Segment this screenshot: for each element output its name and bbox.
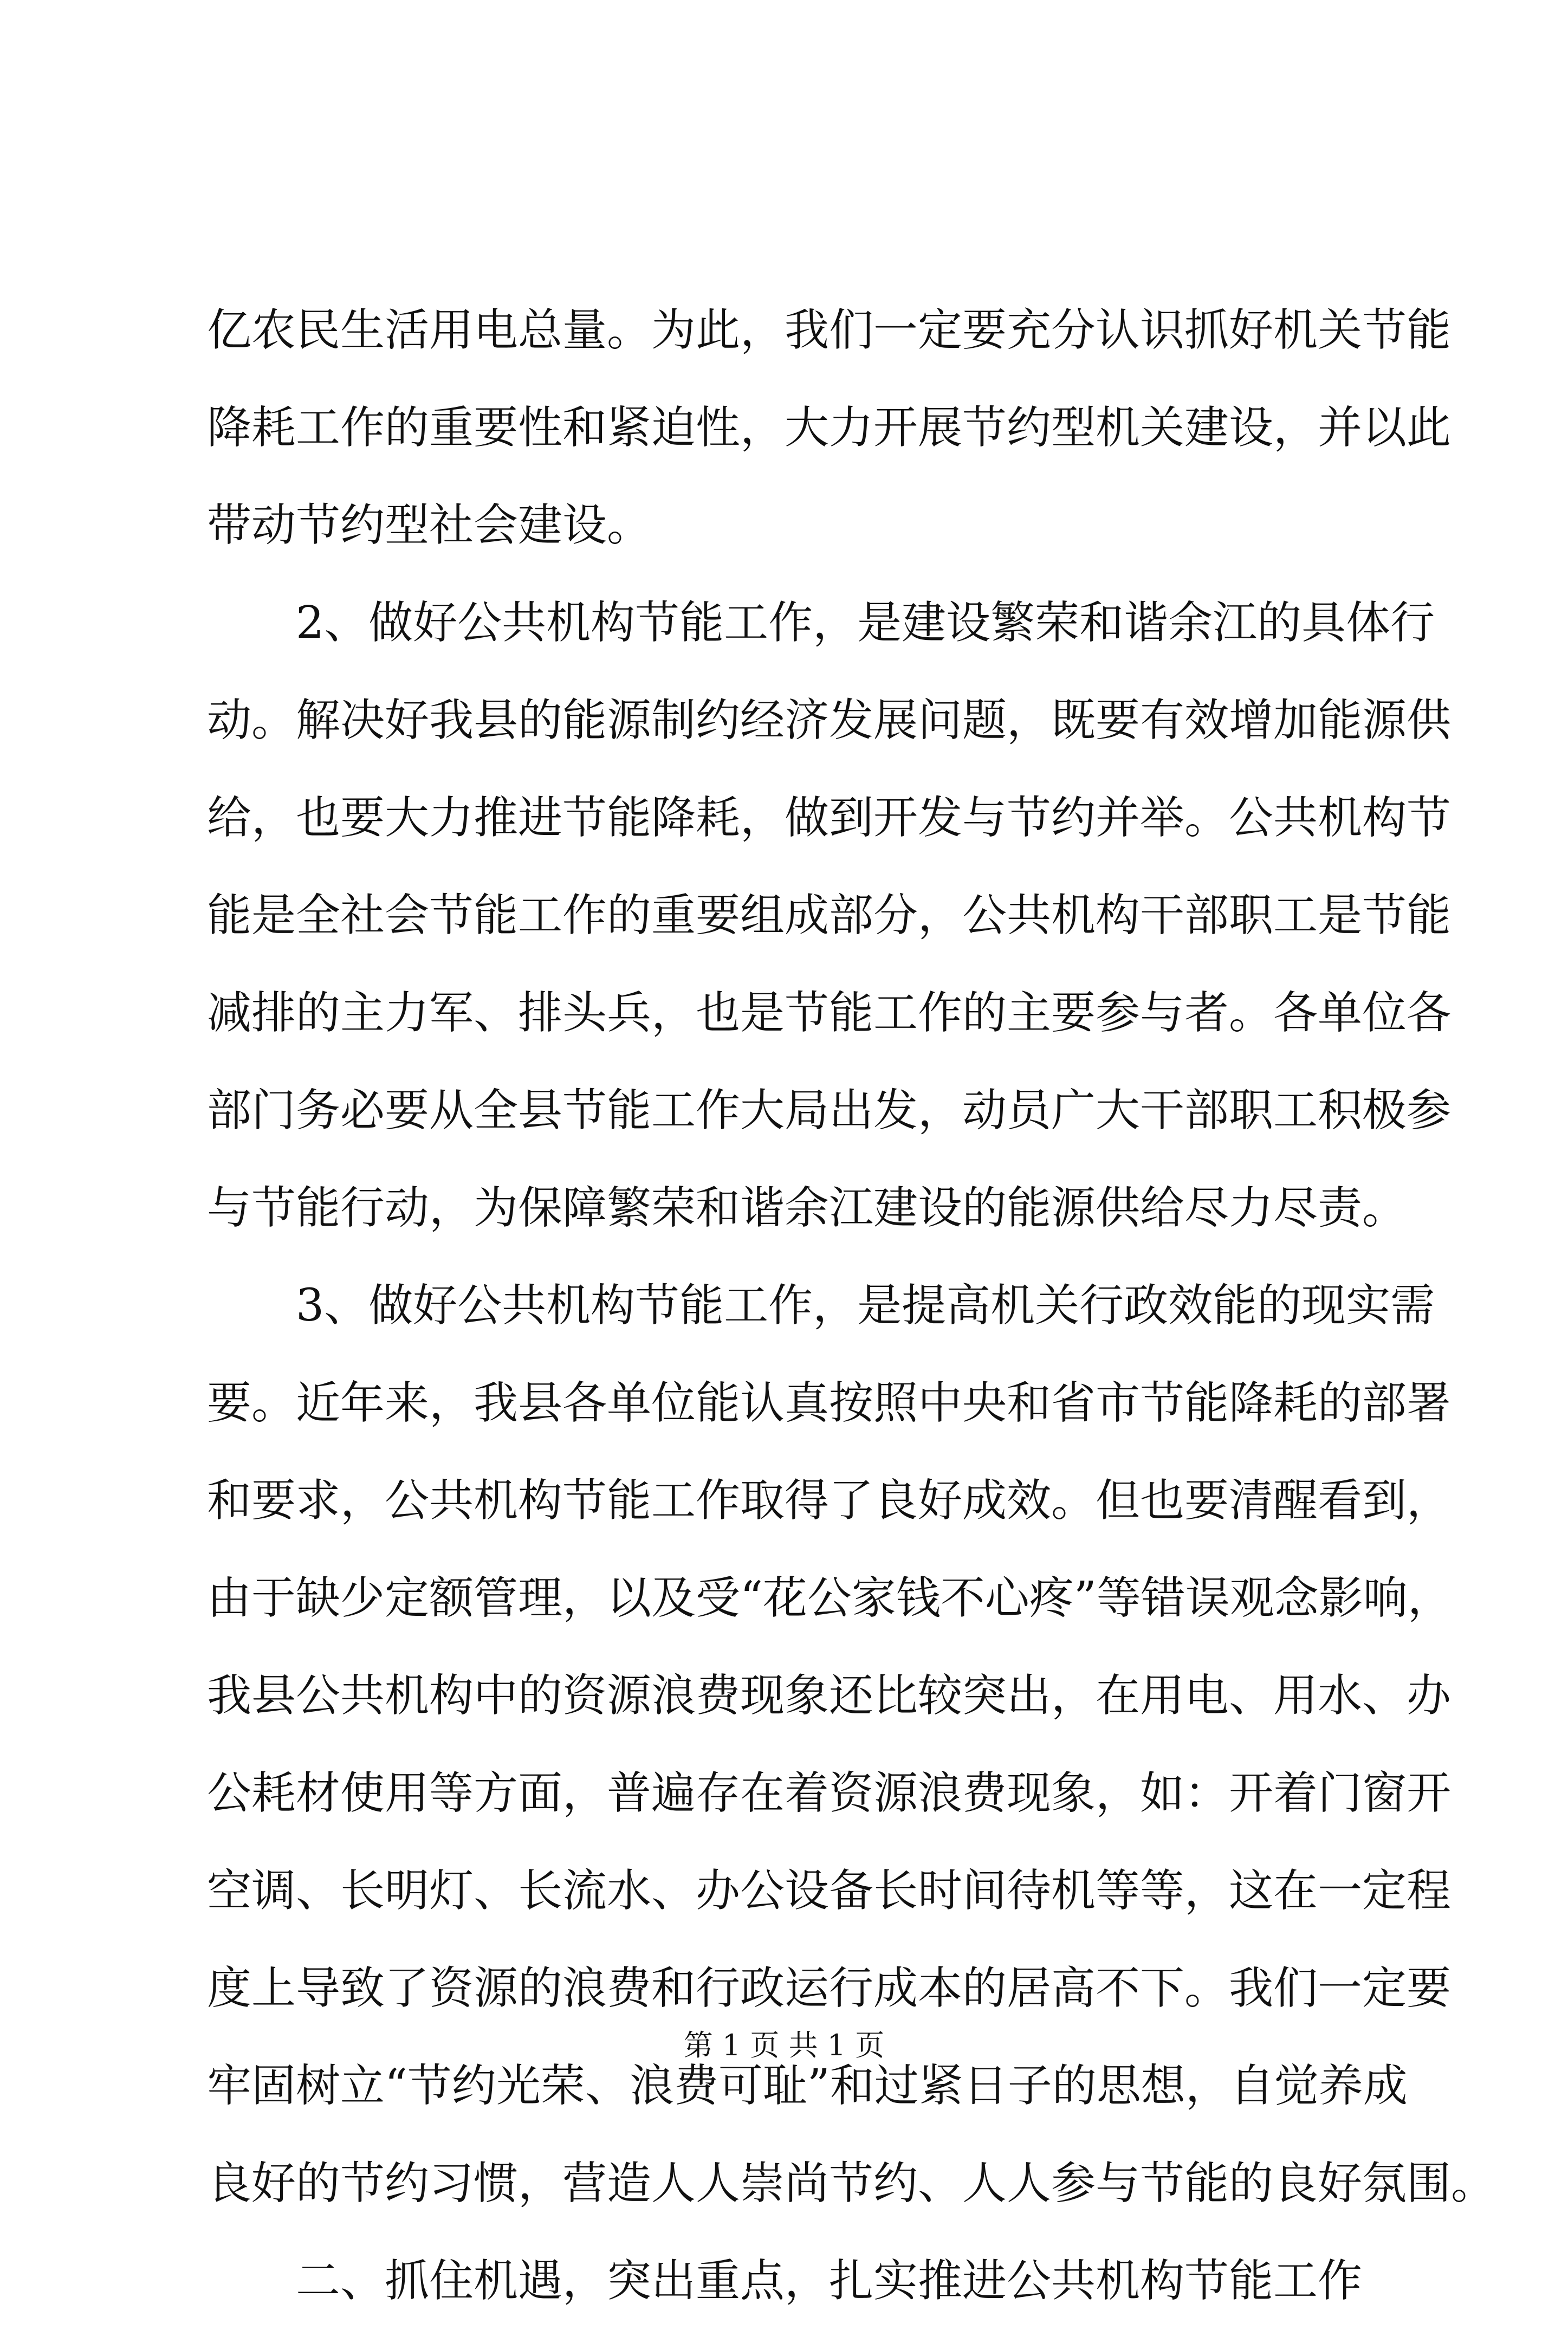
paragraph-line: 带动节约型社会建设。 [207,500,652,551]
paragraph-line: 给，也要大力推进节能降耗，做到开发与节约并举。公共机构节 [207,792,1452,844]
document-body [207,282,1496,2330]
paragraph-line: 能是全社会节能工作的重要组成部分，公共机构干部职工是节能 [207,890,1452,941]
paragraph-line: 由于缺少定额管理，以及受“花公家钱不心疼”等错误观念影响， [207,1572,1452,1624]
paragraph-line: 部门务必要从全县节能工作大局出发，动员广大干部职工积极参 [207,1085,1452,1136]
paragraph-line: 要。近年来，我县各单位能认真按照中央和省市节能降耗的部署 [207,1377,1452,1429]
paragraph-line: 我县公共机构中的资源浪费现象还比较突出，在用电、用水、办 [207,1670,1452,1721]
paragraph-line: 2、做好公共机构节能工作，是建设繁荣和谐余江的具体行 [296,597,1435,649]
paragraph-line: 与节能行动，为保障繁荣和谐余江建设的能源供给尽力尽责。 [207,1182,1407,1234]
paragraph-line: 度上导致了资源的浪费和行政运行成本的居高不下。我们一定要 [207,1963,1452,2014]
page-number-footer: 第 1 页 共 1 页 [683,2028,885,2062]
paragraph-line: 动。解决好我县的能源制约经济发展问题，既要有效增加能源供 [207,695,1452,746]
paragraph-line: 良好的节约习惯，营造人人崇尚节约、人人参与节能的良好氛围。 [207,2158,1496,2209]
section-heading: 二、抓住机遇，突出重点，扎实推进公共机构节能工作 [296,2255,1363,2307]
paragraph-line: 公耗材使用等方面，普遍存在着资源浪费现象，如：开着门窗开 [207,1768,1452,1819]
paragraph-line: 减排的主力军、排头兵，也是节能工作的主要参与者。各单位各 [207,987,1452,1039]
paragraph-line: 牢固树立“节约光荣、浪费可耻”和过紧日子的思想，自觉养成 [207,2060,1408,2112]
paragraph-line: 3、做好公共机构节能工作，是提高机关行政效能的现实需 [296,1280,1435,1331]
paragraph-line: 空调、长明灯、长流水、办公设备长时间待机等等，这在一定程 [207,1865,1452,1917]
paragraph-line: 和要求，公共机构节能工作取得了良好成效。但也要清醒看到， [207,1475,1452,1526]
paragraph-line: 亿农民生活用电总量。为此，我们一定要充分认识抓好机关节能 [207,305,1452,356]
paragraph-line: 降耗工作的重要性和紧迫性，大力开展节约型机关建设，并以此 [207,402,1452,454]
